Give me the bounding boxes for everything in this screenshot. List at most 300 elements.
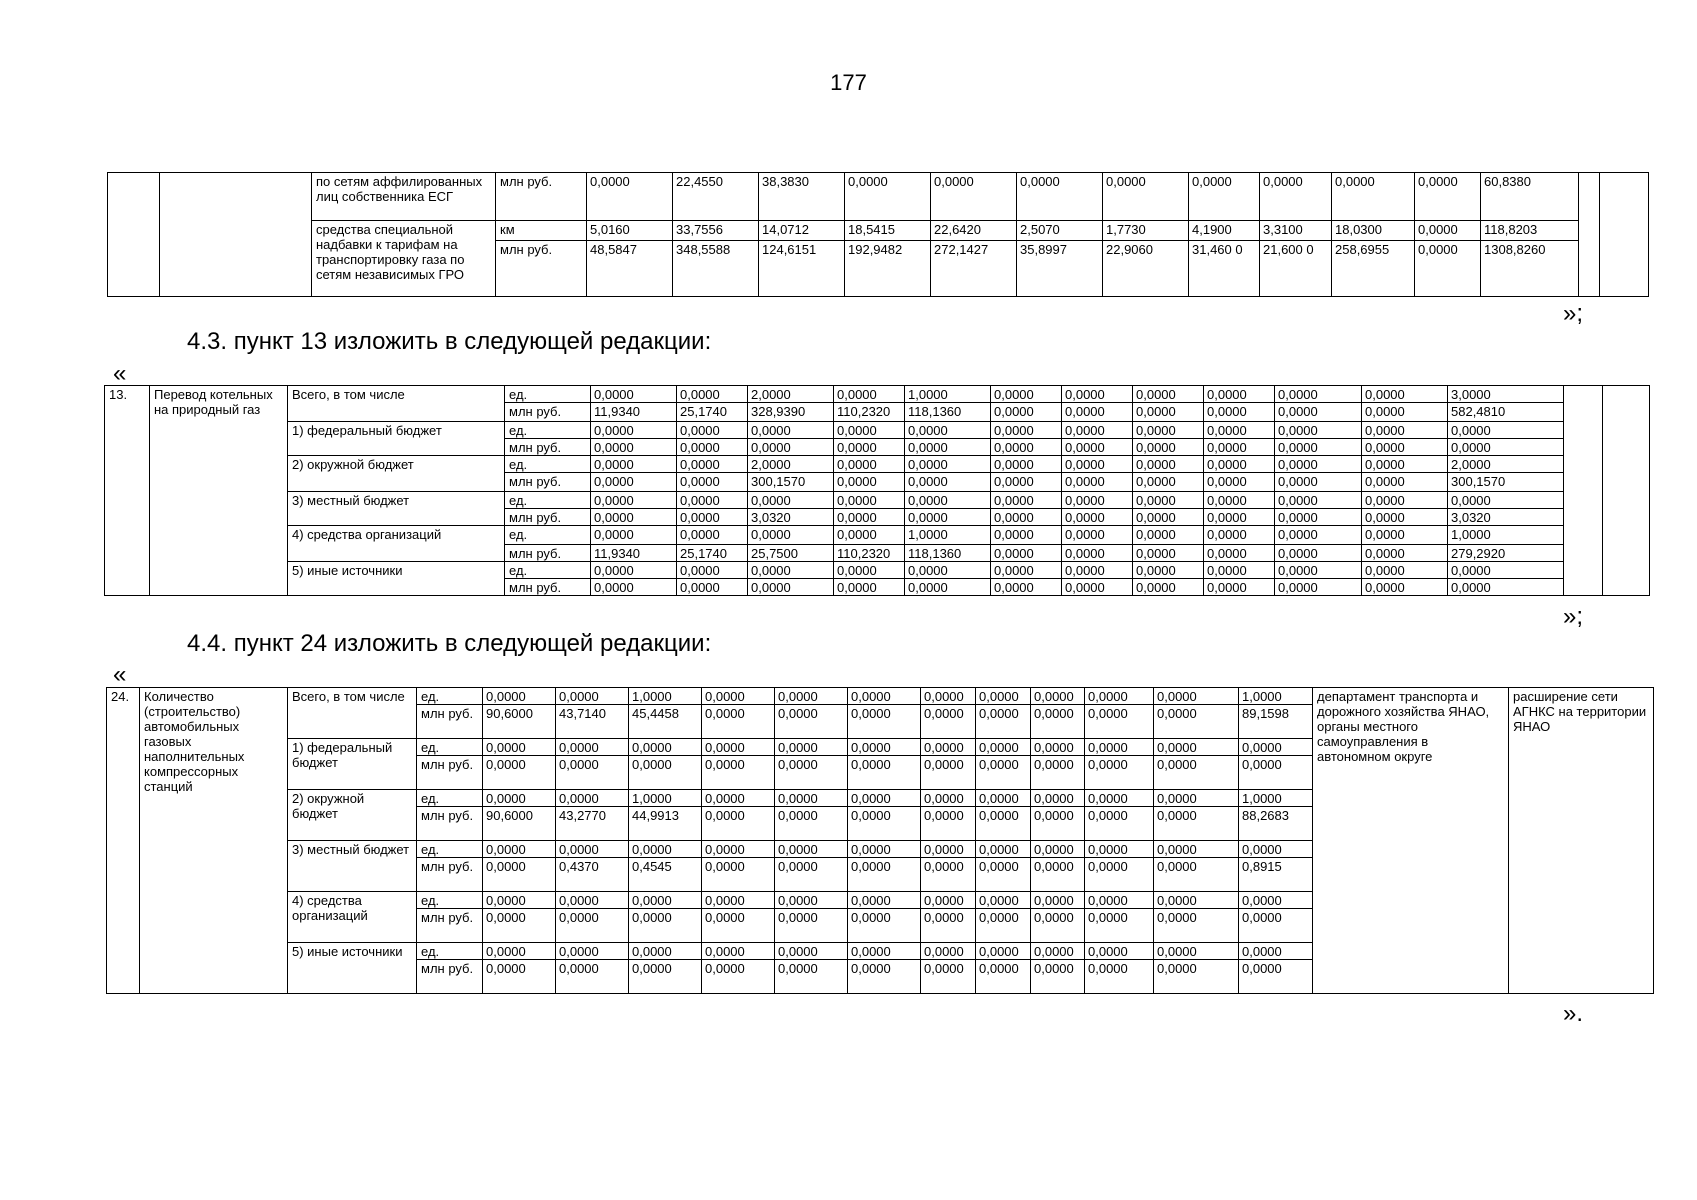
value-cell: 0,0000 bbox=[1154, 790, 1239, 807]
value-cell: 110,2320 bbox=[834, 545, 905, 562]
value-cell: 0,0000 bbox=[848, 688, 921, 705]
value-cell: 0,0000 bbox=[1017, 173, 1103, 221]
value-cell: 11,9340 bbox=[591, 403, 677, 422]
value-cell: 0,0000 bbox=[591, 422, 677, 439]
value-cell: 5,0160 bbox=[587, 221, 673, 241]
value-cell: 0,0000 bbox=[921, 858, 976, 892]
unit-cell: млн руб. bbox=[417, 858, 483, 892]
value-cell: 0,0000 bbox=[1031, 960, 1085, 994]
value-cell: 0,0000 bbox=[1085, 756, 1154, 790]
value-cell: 0,0000 bbox=[845, 173, 931, 221]
value-cell: 0,0000 bbox=[677, 386, 748, 403]
value-cell: 88,2683 bbox=[1239, 807, 1313, 841]
value-cell: 0,0000 bbox=[556, 790, 629, 807]
value-cell: 0,0000 bbox=[976, 807, 1031, 841]
value-cell: 2,0000 bbox=[748, 456, 834, 473]
value-cell: 0,0000 bbox=[556, 909, 629, 943]
value-cell: 0,0000 bbox=[1204, 456, 1275, 473]
value-cell: 0,0000 bbox=[1362, 386, 1448, 403]
value-cell: 0,0000 bbox=[775, 841, 848, 858]
unit-cell: ед. bbox=[417, 892, 483, 909]
value-cell: 0,0000 bbox=[976, 705, 1031, 739]
value-cell: 0,0000 bbox=[1154, 858, 1239, 892]
empty-cell bbox=[1564, 386, 1603, 596]
value-cell: 0,0000 bbox=[1275, 439, 1362, 456]
unit-cell: км bbox=[496, 221, 587, 241]
value-cell: 0,0000 bbox=[677, 526, 748, 545]
value-cell: 0,0000 bbox=[556, 688, 629, 705]
value-cell: 0,0000 bbox=[1362, 492, 1448, 509]
value-cell: 0,0000 bbox=[587, 173, 673, 221]
value-cell: 31,460 0 bbox=[1189, 241, 1260, 297]
value-cell: 0,0000 bbox=[976, 960, 1031, 994]
value-cell: 0,0000 bbox=[905, 579, 991, 596]
value-cell: 0,0000 bbox=[921, 739, 976, 756]
value-cell: 0,0000 bbox=[556, 892, 629, 909]
unit-cell: млн руб. bbox=[505, 439, 591, 456]
value-cell: 0,0000 bbox=[591, 526, 677, 545]
value-cell: 0,0000 bbox=[1062, 492, 1133, 509]
value-cell: 0,0000 bbox=[1031, 705, 1085, 739]
source-label: 2) окружной бюджет bbox=[288, 790, 417, 841]
value-cell: 0,0000 bbox=[1448, 579, 1564, 596]
value-cell: 0,0000 bbox=[1239, 756, 1313, 790]
value-cell: 0,0000 bbox=[677, 473, 748, 492]
value-cell: 118,1360 bbox=[905, 545, 991, 562]
value-cell: 0,0000 bbox=[677, 456, 748, 473]
value-cell: 0,0000 bbox=[483, 943, 556, 960]
value-cell: 43,2770 bbox=[556, 807, 629, 841]
value-cell: 0,0000 bbox=[1275, 386, 1362, 403]
value-cell: 0,0000 bbox=[702, 688, 775, 705]
unit-cell: ед. bbox=[505, 492, 591, 509]
value-cell: 0,0000 bbox=[1275, 509, 1362, 526]
value-cell: 0,0000 bbox=[1062, 562, 1133, 579]
value-cell: 18,0300 bbox=[1332, 221, 1415, 241]
value-cell: 0,0000 bbox=[629, 960, 702, 994]
unit-cell: млн руб. bbox=[417, 756, 483, 790]
value-cell: 0,8915 bbox=[1239, 858, 1313, 892]
value-cell: 0,0000 bbox=[1133, 422, 1204, 439]
value-cell: 0,0000 bbox=[1133, 526, 1204, 545]
value-cell: 0,0000 bbox=[591, 473, 677, 492]
empty-cell bbox=[1600, 173, 1649, 297]
value-cell: 0,0000 bbox=[1362, 579, 1448, 596]
value-cell: 0,0000 bbox=[1362, 526, 1448, 545]
value-cell: 1,0000 bbox=[905, 386, 991, 403]
value-cell: 33,7556 bbox=[673, 221, 759, 241]
unit-cell: млн руб. bbox=[496, 241, 587, 297]
value-cell: 0,0000 bbox=[976, 756, 1031, 790]
value-cell: 0,0000 bbox=[1154, 807, 1239, 841]
empty-cell bbox=[1603, 386, 1650, 596]
value-cell: 258,6955 bbox=[1332, 241, 1415, 297]
value-cell: 1,0000 bbox=[629, 790, 702, 807]
value-cell: 0,0000 bbox=[775, 943, 848, 960]
source-label: 3) местный бюджет bbox=[288, 841, 417, 892]
value-cell: 0,0000 bbox=[748, 562, 834, 579]
unit-cell: ед. bbox=[505, 526, 591, 545]
value-cell: 0,0000 bbox=[976, 688, 1031, 705]
value-cell: 0,0000 bbox=[1239, 892, 1313, 909]
title-cell bbox=[160, 173, 312, 297]
value-cell: 0,0000 bbox=[921, 960, 976, 994]
value-cell: 0,0000 bbox=[775, 858, 848, 892]
value-cell: 0,0000 bbox=[775, 807, 848, 841]
value-cell: 0,4545 bbox=[629, 858, 702, 892]
unit-cell: ед. bbox=[505, 456, 591, 473]
value-cell: 0,0000 bbox=[702, 739, 775, 756]
value-cell: 0,0000 bbox=[556, 739, 629, 756]
value-cell: 0,0000 bbox=[702, 892, 775, 909]
value-cell: 0,0000 bbox=[702, 756, 775, 790]
value-cell: 0,0000 bbox=[483, 841, 556, 858]
value-cell: 0,0000 bbox=[591, 562, 677, 579]
value-cell: 0,0000 bbox=[1448, 492, 1564, 509]
value-cell: 0,4370 bbox=[556, 858, 629, 892]
page-number: 177 bbox=[830, 70, 867, 95]
value-cell: 0,0000 bbox=[1062, 386, 1133, 403]
value-cell: 0,0000 bbox=[1239, 909, 1313, 943]
value-cell: 1,0000 bbox=[1239, 790, 1313, 807]
value-cell: 0,0000 bbox=[1133, 579, 1204, 596]
value-cell: 0,0000 bbox=[848, 739, 921, 756]
value-cell: 0,0000 bbox=[1085, 790, 1154, 807]
value-cell: 0,0000 bbox=[848, 960, 921, 994]
value-cell: 0,0000 bbox=[1031, 756, 1085, 790]
value-cell: 0,0000 bbox=[1204, 579, 1275, 596]
value-cell: 0,0000 bbox=[629, 943, 702, 960]
value-cell: 0,0000 bbox=[991, 422, 1062, 439]
value-cell: 0,0000 bbox=[834, 509, 905, 526]
value-cell: 0,0000 bbox=[1031, 909, 1085, 943]
value-cell: 0,0000 bbox=[1154, 892, 1239, 909]
value-cell: 1,0000 bbox=[629, 688, 702, 705]
value-cell: 0,0000 bbox=[775, 909, 848, 943]
value-cell: 0,0000 bbox=[1154, 688, 1239, 705]
value-cell: 0,0000 bbox=[483, 858, 556, 892]
value-cell: 0,0000 bbox=[991, 545, 1062, 562]
value-cell: 0,0000 bbox=[1204, 403, 1275, 422]
unit-cell: млн руб. bbox=[417, 909, 483, 943]
source-label: 1) федеральный бюджет bbox=[288, 739, 417, 790]
value-cell: 0,0000 bbox=[976, 790, 1031, 807]
unit-cell: ед. bbox=[417, 688, 483, 705]
value-cell: 0,0000 bbox=[591, 386, 677, 403]
source-label: 4) средства организаций bbox=[288, 892, 417, 943]
quote-close-3: ». bbox=[1563, 1000, 1584, 1027]
value-cell: 0,0000 bbox=[1275, 579, 1362, 596]
value-cell: 118,1360 bbox=[905, 403, 991, 422]
table-row bbox=[105, 562, 1650, 579]
value-cell: 0,0000 bbox=[1031, 841, 1085, 858]
source-name: средства специальной надбавки к тарифам на транспортировку газа по сетям независимых ГРО bbox=[312, 221, 496, 297]
unit-cell: млн руб. bbox=[417, 807, 483, 841]
value-cell: 0,0000 bbox=[702, 943, 775, 960]
value-cell: 0,0000 bbox=[556, 756, 629, 790]
value-cell: 0,0000 bbox=[591, 439, 677, 456]
value-cell: 0,0000 bbox=[905, 562, 991, 579]
value-cell: 0,0000 bbox=[1085, 909, 1154, 943]
item-number: 24. bbox=[107, 688, 140, 994]
value-cell: 0,0000 bbox=[483, 960, 556, 994]
value-cell: 0,0000 bbox=[834, 526, 905, 545]
value-cell: 3,0320 bbox=[748, 509, 834, 526]
unit-cell: ед. bbox=[505, 562, 591, 579]
value-cell: 0,0000 bbox=[629, 739, 702, 756]
value-cell: 0,0000 bbox=[905, 473, 991, 492]
value-cell: 0,0000 bbox=[775, 756, 848, 790]
value-cell: 25,1740 bbox=[677, 403, 748, 422]
value-cell: 22,6420 bbox=[931, 221, 1017, 241]
value-cell: 1308,8260 bbox=[1481, 241, 1579, 297]
value-cell: 0,0000 bbox=[1275, 526, 1362, 545]
responsible-cell: департамент транспорта и дорожного хозяйства ЯНАО, органы местного самоуправления в автономном округе bbox=[1313, 688, 1509, 994]
value-cell: 38,3830 bbox=[759, 173, 845, 221]
value-cell: 0,0000 bbox=[976, 841, 1031, 858]
value-cell: 0,0000 bbox=[1260, 173, 1332, 221]
value-cell: 0,0000 bbox=[702, 858, 775, 892]
value-cell: 0,0000 bbox=[483, 790, 556, 807]
value-cell: 0,0000 bbox=[991, 456, 1062, 473]
table-row bbox=[105, 386, 1650, 403]
value-cell: 0,0000 bbox=[556, 841, 629, 858]
value-cell: 0,0000 bbox=[1133, 439, 1204, 456]
value-cell: 0,0000 bbox=[1362, 562, 1448, 579]
quote-open-2: « bbox=[113, 661, 127, 688]
value-cell: 0,0000 bbox=[702, 807, 775, 841]
value-cell: 0,0000 bbox=[1133, 403, 1204, 422]
value-cell: 118,8203 bbox=[1481, 221, 1579, 241]
unit-cell: млн руб. bbox=[505, 509, 591, 526]
value-cell: 0,0000 bbox=[1154, 756, 1239, 790]
source-label: 2) окружной бюджет bbox=[288, 456, 505, 492]
unit-cell: млн руб. bbox=[417, 960, 483, 994]
value-cell: 0,0000 bbox=[1362, 439, 1448, 456]
value-cell: 348,5588 bbox=[673, 241, 759, 297]
value-cell: 2,0000 bbox=[1448, 456, 1564, 473]
value-cell: 0,0000 bbox=[991, 473, 1062, 492]
result-cell: расширение сети АГНКС на территории ЯНАО bbox=[1509, 688, 1654, 994]
value-cell: 0,0000 bbox=[748, 439, 834, 456]
value-cell: 0,0000 bbox=[1133, 562, 1204, 579]
value-cell: 0,0000 bbox=[991, 509, 1062, 526]
value-cell: 0,0000 bbox=[1415, 173, 1481, 221]
value-cell: 0,0000 bbox=[556, 943, 629, 960]
value-cell: 0,0000 bbox=[921, 705, 976, 739]
value-cell: 0,0000 bbox=[1154, 909, 1239, 943]
table-row bbox=[107, 688, 1654, 705]
value-cell: 0,0000 bbox=[1085, 960, 1154, 994]
value-cell: 0,0000 bbox=[702, 705, 775, 739]
value-cell: 0,0000 bbox=[905, 509, 991, 526]
value-cell: 0,0000 bbox=[483, 892, 556, 909]
source-label: 5) иные источники bbox=[288, 943, 417, 994]
value-cell: 0,0000 bbox=[991, 439, 1062, 456]
source-label: 5) иные источники bbox=[288, 562, 505, 596]
value-cell: 0,0000 bbox=[775, 960, 848, 994]
value-cell: 0,0000 bbox=[848, 705, 921, 739]
table-row bbox=[105, 526, 1650, 545]
value-cell: 0,0000 bbox=[1204, 492, 1275, 509]
value-cell: 0,0000 bbox=[1085, 807, 1154, 841]
value-cell: 0,0000 bbox=[1031, 739, 1085, 756]
unit-cell: ед. bbox=[505, 386, 591, 403]
value-cell: 0,0000 bbox=[1062, 545, 1133, 562]
value-cell: 0,0000 bbox=[1062, 422, 1133, 439]
value-cell: 0,0000 bbox=[834, 492, 905, 509]
table-continuation bbox=[107, 172, 1649, 297]
unit-cell: ед. bbox=[417, 943, 483, 960]
value-cell: 279,2920 bbox=[1448, 545, 1564, 562]
value-cell: 124,6151 bbox=[759, 241, 845, 297]
value-cell: 0,0000 bbox=[1133, 492, 1204, 509]
value-cell: 0,0000 bbox=[834, 579, 905, 596]
value-cell: 0,0000 bbox=[1133, 473, 1204, 492]
value-cell: 272,1427 bbox=[931, 241, 1017, 297]
value-cell: 14,0712 bbox=[759, 221, 845, 241]
value-cell: 0,0000 bbox=[775, 739, 848, 756]
value-cell: 0,0000 bbox=[991, 386, 1062, 403]
value-cell: 0,0000 bbox=[1204, 509, 1275, 526]
unit-cell: млн руб. bbox=[505, 403, 591, 422]
source-label: 4) средства организаций bbox=[288, 526, 505, 562]
quote-close-2: »; bbox=[1563, 603, 1584, 630]
value-cell: 0,0000 bbox=[677, 509, 748, 526]
unit-cell: млн руб. bbox=[505, 473, 591, 492]
table-row bbox=[108, 173, 1649, 221]
table-row bbox=[108, 221, 1649, 241]
value-cell: 0,0000 bbox=[976, 909, 1031, 943]
empty-cell bbox=[1579, 173, 1600, 297]
value-cell: 0,0000 bbox=[775, 705, 848, 739]
value-cell: 0,0000 bbox=[1362, 473, 1448, 492]
value-cell: 0,0000 bbox=[1204, 422, 1275, 439]
value-cell: 0,0000 bbox=[921, 943, 976, 960]
value-cell: 0,0000 bbox=[848, 841, 921, 858]
item-title: Количество (строительство) автомобильных газовых наполнительных компрессорных станций bbox=[140, 688, 288, 994]
value-cell: 0,0000 bbox=[677, 562, 748, 579]
value-cell: 25,7500 bbox=[748, 545, 834, 562]
heading-4-4: 4.4. пункт 24 изложить в следующей редакции: bbox=[187, 630, 712, 657]
table-row bbox=[105, 422, 1650, 439]
value-cell: 0,0000 bbox=[748, 579, 834, 596]
value-cell: 0,0000 bbox=[629, 756, 702, 790]
value-cell: 0,0000 bbox=[775, 688, 848, 705]
quote-open-1: « bbox=[113, 360, 127, 387]
value-cell: 18,5415 bbox=[845, 221, 931, 241]
source-label: 1) федеральный бюджет bbox=[288, 422, 505, 456]
value-cell: 0,0000 bbox=[921, 909, 976, 943]
value-cell: 0,0000 bbox=[931, 173, 1017, 221]
value-cell: 0,0000 bbox=[834, 422, 905, 439]
value-cell: 0,0000 bbox=[848, 756, 921, 790]
value-cell: 0,0000 bbox=[1133, 456, 1204, 473]
value-cell: 0,0000 bbox=[976, 858, 1031, 892]
value-cell: 0,0000 bbox=[1204, 473, 1275, 492]
value-cell: 2,0000 bbox=[748, 386, 834, 403]
value-cell: 0,0000 bbox=[905, 439, 991, 456]
quote-close-1: »; bbox=[1563, 300, 1584, 327]
value-cell: 0,0000 bbox=[834, 456, 905, 473]
value-cell: 0,0000 bbox=[1448, 422, 1564, 439]
value-cell: 0,0000 bbox=[1275, 562, 1362, 579]
value-cell: 0,0000 bbox=[1204, 562, 1275, 579]
value-cell: 45,4458 bbox=[629, 705, 702, 739]
value-cell: 0,0000 bbox=[848, 943, 921, 960]
table-row bbox=[105, 492, 1650, 509]
value-cell: 0,0000 bbox=[921, 756, 976, 790]
value-cell: 0,0000 bbox=[1133, 386, 1204, 403]
value-cell: 0,0000 bbox=[921, 892, 976, 909]
value-cell: 0,0000 bbox=[976, 892, 1031, 909]
value-cell: 43,7140 bbox=[556, 705, 629, 739]
value-cell: 0,0000 bbox=[483, 688, 556, 705]
value-cell: 0,0000 bbox=[702, 909, 775, 943]
value-cell: 0,0000 bbox=[848, 909, 921, 943]
value-cell: 0,0000 bbox=[1275, 456, 1362, 473]
value-cell: 0,0000 bbox=[591, 509, 677, 526]
value-cell: 0,0000 bbox=[1275, 473, 1362, 492]
value-cell: 0,0000 bbox=[1031, 858, 1085, 892]
value-cell: 0,0000 bbox=[1031, 688, 1085, 705]
value-cell: 0,0000 bbox=[991, 562, 1062, 579]
value-cell: 90,6000 bbox=[483, 807, 556, 841]
value-cell: 0,0000 bbox=[556, 960, 629, 994]
unit-cell: млн руб. bbox=[417, 705, 483, 739]
unit-cell: млн руб. bbox=[505, 545, 591, 562]
value-cell: 0,0000 bbox=[1103, 173, 1189, 221]
value-cell: 0,0000 bbox=[905, 422, 991, 439]
heading-4-3: 4.3. пункт 13 изложить в следующей редакции: bbox=[187, 328, 712, 355]
value-cell: 0,0000 bbox=[629, 909, 702, 943]
value-cell: 0,0000 bbox=[1062, 439, 1133, 456]
value-cell: 300,1570 bbox=[748, 473, 834, 492]
value-cell: 0,0000 bbox=[677, 492, 748, 509]
value-cell: 0,0000 bbox=[1085, 841, 1154, 858]
unit-cell: ед. bbox=[417, 841, 483, 858]
value-cell: 0,0000 bbox=[991, 403, 1062, 422]
value-cell: 0,0000 bbox=[1204, 545, 1275, 562]
value-cell: 0,0000 bbox=[591, 456, 677, 473]
value-cell: 0,0000 bbox=[702, 841, 775, 858]
value-cell: 0,0000 bbox=[1362, 545, 1448, 562]
value-cell: 89,1598 bbox=[1239, 705, 1313, 739]
value-cell: 0,0000 bbox=[1275, 545, 1362, 562]
value-cell: 0,0000 bbox=[1204, 386, 1275, 403]
value-cell: 0,0000 bbox=[1085, 858, 1154, 892]
value-cell: 0,0000 bbox=[748, 422, 834, 439]
value-cell: 0,0000 bbox=[834, 386, 905, 403]
unit-cell: ед. bbox=[417, 739, 483, 756]
value-cell: 21,600 0 bbox=[1260, 241, 1332, 297]
value-cell: 0,0000 bbox=[1154, 960, 1239, 994]
item-title: Перевод котельных на природный газ bbox=[150, 386, 288, 596]
value-cell: 0,0000 bbox=[1204, 439, 1275, 456]
value-cell: 0,0000 bbox=[1062, 403, 1133, 422]
value-cell: 0,0000 bbox=[921, 688, 976, 705]
value-cell: 0,0000 bbox=[591, 492, 677, 509]
value-cell: 0,0000 bbox=[1085, 892, 1154, 909]
value-cell: 0,0000 bbox=[848, 790, 921, 807]
unit-cell: ед. bbox=[417, 790, 483, 807]
value-cell: 44,9913 bbox=[629, 807, 702, 841]
value-cell: 0,0000 bbox=[991, 526, 1062, 545]
table-row bbox=[105, 456, 1650, 473]
value-cell: 3,3100 bbox=[1260, 221, 1332, 241]
value-cell: 0,0000 bbox=[1415, 241, 1481, 297]
value-cell: 0,0000 bbox=[834, 473, 905, 492]
